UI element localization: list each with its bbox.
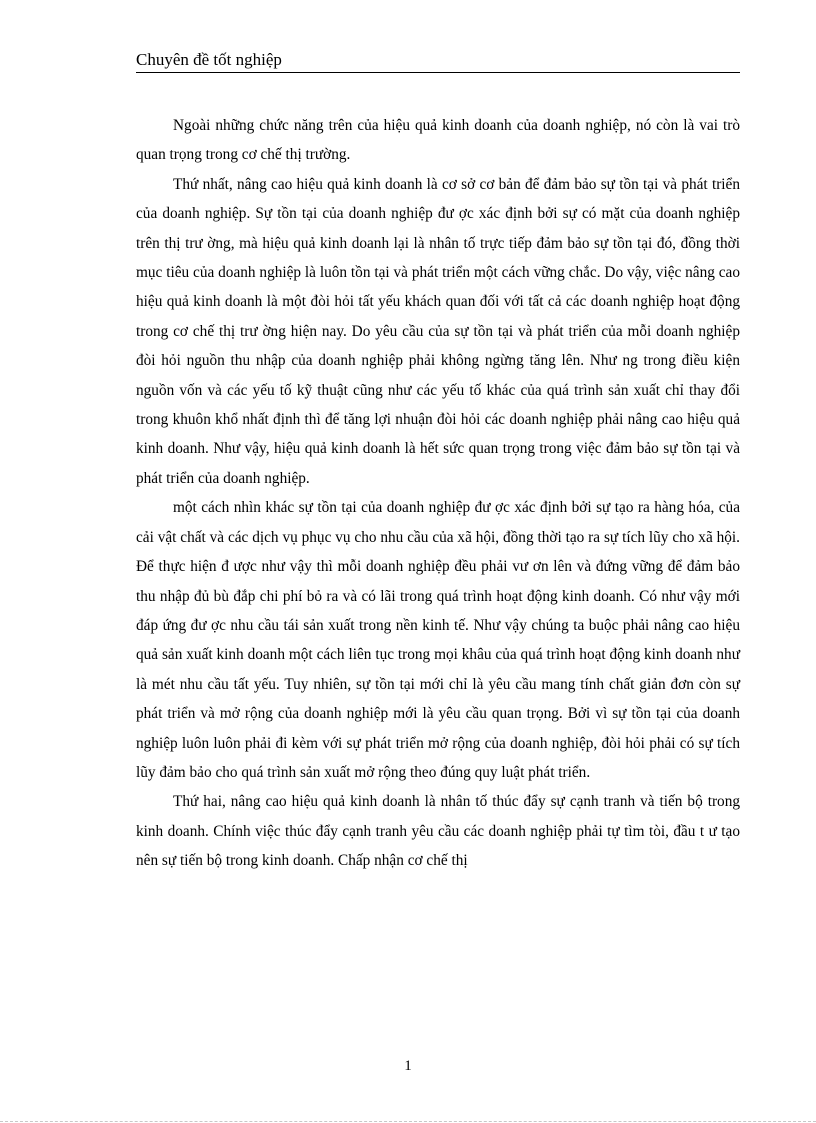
paragraph-2: Thứ nhất, nâng cao hiệu quả kinh doanh là cơ sở cơ bản để đảm bảo sự tồn tại và phát triển của doanh nghiệp. Sự tồn tại của doanh nghiệp đư ợc xác định bởi sự có mặt của doanh nghiệp trên thị trư ờng, mà hiệu quả kinh doanh lại là nhân tố trực tiếp đảm bảo sự tồn tại đó, đồng thời mục tiêu của doanh nghiệp là luôn tồn tại và phát triển một cách vững chắc. Do vậy, việc nâng cao hiệu quả kinh doanh là một đòi hỏi tất yếu khách quan đối với tất cả các doanh nghiệp hoạt động trong cơ chế thị trư ờng hiện nay. Do yêu cầu của sự tồn tại và phát triển của mỗi doanh nghiệp đòi hỏi nguồn thu nhập của doanh nghiệp phải không ngừng tăng lên. Như ng trong điều kiện nguồn vốn và các yếu tố kỹ thuật cũng như các yếu tố khác của quá trình sản xuất chỉ thay đổi trong khuôn khổ nhất định thì để tăng lợi nhuận đòi hỏi các doanh nghiệp phải nâng cao hiệu quả kinh doanh. Như vậy, hiệu quả kinh doanh là hết sức quan trọng trong việc đảm bảo sự tồn tại và phát triển của doanh nghiệp. [136, 175, 740, 487]
paragraph-3: một cách nhìn khác sự tồn tại của doanh nghiệp đư ợc xác định bởi sự tạo ra hàng hóa, của cải vật chất và các dịch vụ phục vụ cho nhu cầu của xã hội, đồng thời tạo ra sự tích lũy cho xã hội. Để thực hiện đ ược như vậy thì mỗi doanh nghiệp đều phải vư ơn lên và đứng vững để đảm bảo thu nhập đủ bù đắp chi phí bỏ ra và có lãi trong quá trình hoạt động kinh doanh. Có như vậy mới đáp ứng đư ợc nhu cầu tái sản xuất trong nền kinh tế. Như vậy chúng ta buộc phải nâng cao hiệu quả sản xuất kinh doanh một cách liên tục trong mọi khâu của quá trình hoạt động kinh doanh như là mét nhu cầu tất yếu. Tuy nhiên, sự tồn tại mới chỉ là yêu cầu mang tính chất giản đơn còn sự phát triển và mở rộng của doanh nghiệp mới là yêu cầu quan trọng. Bởi vì sự tồn tại của doanh nghiệp luôn luôn phải đi kèm với sự phát triển mở rộng của doanh nghiệp, đòi hỏi phải có sự tích lũy đảm bảo cho quá trình sản xuất mở rộng theo đúng quy luật phát triển. [136, 499, 740, 781]
document-body [136, 111, 740, 876]
paragraph-1: Ngoài những chức năng trên của hiệu quả kinh doanh của doanh nghiệp, nó còn là vai trò quan trọng trong cơ chế thị trường. [136, 117, 740, 164]
page-number: 1 [404, 1058, 412, 1074]
page-bottom-divider [0, 1121, 816, 1122]
paragraph-4: Thứ hai, nâng cao hiệu quả kinh doanh là nhân tố thúc đẩy sự cạnh tranh và tiến bộ trong kinh doanh. Chính việc thúc đẩy cạnh tranh yêu cầu các doanh nghiệp phải tự tìm tòi, đầu t ư tạo nên sự tiến bộ trong kinh doanh. Chấp nhận cơ chế thị [136, 793, 740, 870]
page-header [136, 50, 740, 73]
header-title: Chuyên đề tốt nghiệp [136, 50, 282, 69]
